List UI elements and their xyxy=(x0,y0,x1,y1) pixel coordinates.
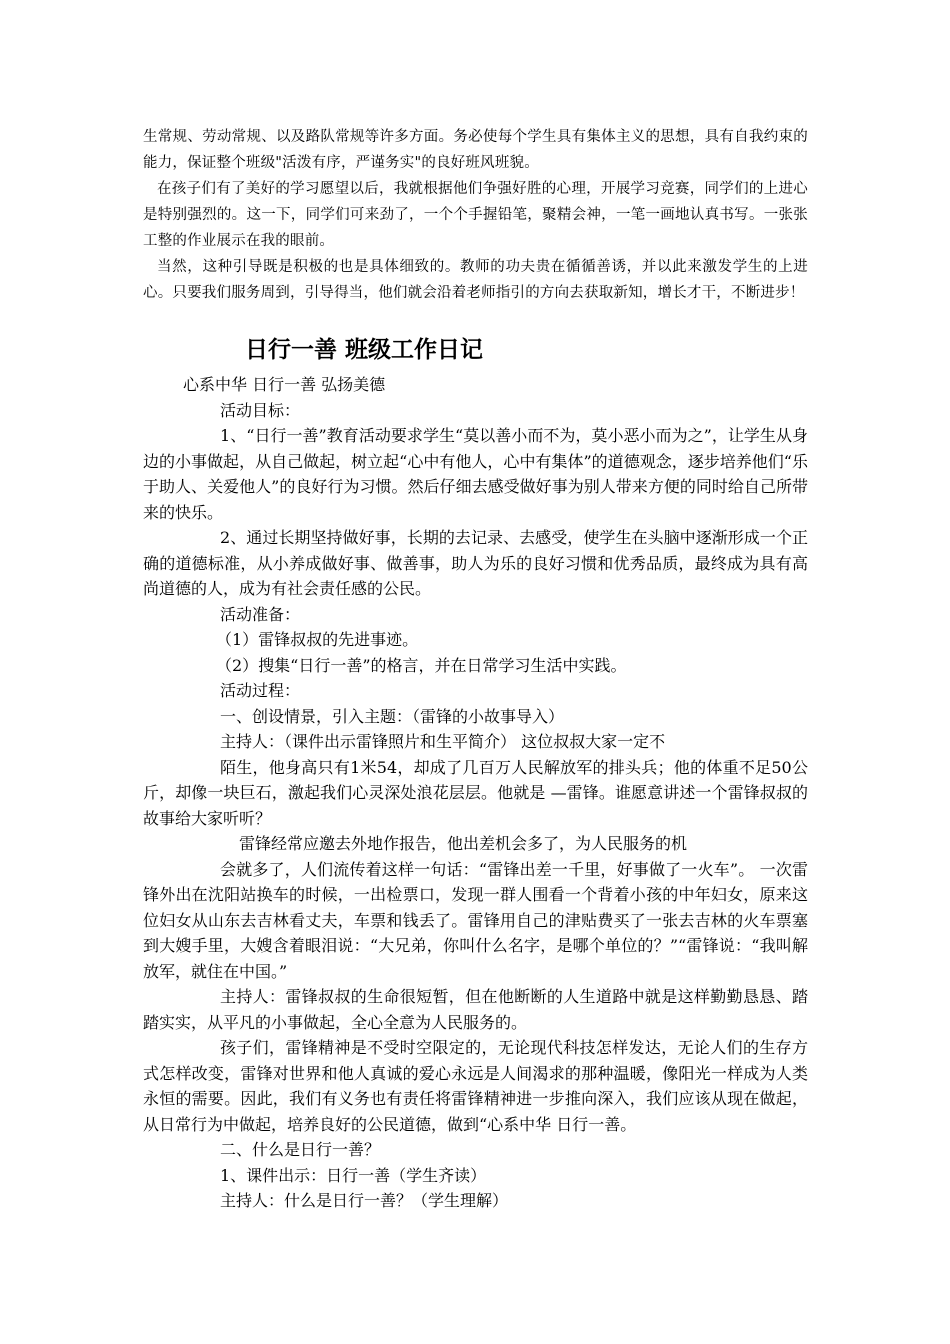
slide-line-1: 1、课件出示：日行一善（学生齐读） xyxy=(220,1165,487,1185)
story-line-1-continued: 会就多了，人们流传着这样一句话：“雷锋出差一千里，好事做了一火车”。 一次雷锋外出在沈阳站换车的时候，一出检票口，发现一群人围看一个背着小孩的中年妇女，原来这位妇女从山东去吉林看丈夫，车票和钱丢了。雷锋用自己的津贴费买了一张去吉林的火车票塞到大嫂手里，大嫂含着眼泪说：“大兄弟，你叫什么名字，是哪个单位的？”“雷锋说：“我叫解放军，就住在中国。” xyxy=(143,859,808,981)
host-line-2: 主持人：雷锋叔叔的生命很短暂，但在他断断的人生道路中就是这样勤勤恳恳、踏踏实实，从平凡的小事做起，全心全意为人民服务的。 xyxy=(143,987,808,1032)
goal-item-1: 1、“日行一善”教育活动要求学生“莫以善小而不为，莫小恶小而为之”，让学生从身边的小事做起，从自己做起，树立起“心中有他人，心中有集体”的道德观念，逐步培养他们“乐于助人、关爱他人”的良好行为习惯。然后仔细去感受做好事为别人带来方便的同时给自己所带来的快乐。 xyxy=(143,426,808,522)
paragraph-guidance: 当然，这种引导既是积极的也是具体细致的。教师的功夫贵在循循善诱，并以此来激发学生的上进心。只要我们服务周到，引导得当，他们就会沿着老师指引的方向去获取新知，增长才干，不断进步！ xyxy=(143,259,808,301)
step-1-heading: 一、创设情景，引入主题：（雷锋的小故事导入） xyxy=(220,706,565,726)
step-2-heading: 二、什么是日行一善？ xyxy=(220,1140,381,1159)
paragraph-learning-contest: 在孩子们有了美好的学习愿望以后，我就根据他们争强好胜的心理，开展学习竞赛，同学们的上进心是特别强烈的。这一下，同学们可来劲了，一个个手握铅笔，聚精会神，一笔一画地认真书写。一张张工整的作业展示在我的眼前。 xyxy=(143,181,808,249)
host-line-1-continued: 陌生，他身高只有1米54，却成了几百万人民解放军的排头兵；他的体重不足50公斤，却像一块巨石，激起我们心灵深处浪花层层。他就是 —雷锋。谁愿意讲述一个雷锋叔叔的故事给大家听听？ xyxy=(143,757,808,828)
goal-heading: 活动目标： xyxy=(220,400,301,420)
host-line-3: 主持人：什么是日行一善？（学生理解） xyxy=(220,1191,509,1210)
goal-item-2: 2、通过长期坚持做好事，长期的去记录、去感受，使学生在头脑中逐渐形成一个正确的道德标准，从小养成做好事、做善事，助人为乐的良好习惯和优秀品质，最终成为具有高尚道德的人，成为有社会责任感的公民。 xyxy=(143,528,808,598)
page-title: 日行一善 班级工作日记 xyxy=(245,337,484,363)
previous-section-text xyxy=(143,124,808,306)
prep-heading: 活动准备： xyxy=(220,604,301,624)
diary-body xyxy=(143,372,808,1214)
host-line-1: 主持人：（课件出示雷锋照片和生平简介） 这位叔叔大家一定不 xyxy=(220,732,666,751)
story-line-1: 雷锋经常应邀去外地作报告，他出差机会多了，为人民服务的机 xyxy=(239,834,688,853)
prep-item-1: （1）雷锋叔叔的先进事迹。 xyxy=(216,630,419,649)
kids-paragraph: 孩子们，雷锋精神是不受时空限定的，无论现代科技怎样发达，无论人们的生存方式怎样改变，雷锋对世界和他人真诚的爱心永远是人间渴求的那种温暖，像阳光一样成为人类永恒的需要。因此，我们有义务也有责任将雷锋精神进一步推向深入，我们应该从现在做起，从日常行为中做起，培养良好的公民道德，做到“心系中华 日行一善。 xyxy=(143,1038,808,1134)
prep-item-2: （2）搜集“日行一善”的格言，并在日常学习生活中实践。 xyxy=(216,655,627,675)
process-heading: 活动过程： xyxy=(220,681,301,700)
paragraph-class-routine: 生常规、劳动常规、以及路队常规等许多方面。务必使每个学生具有集体主义的思想，具有自我约束的能力，保证整个班级"活泼有序，严谨务实"的良好班风班貌。 xyxy=(143,129,808,171)
subtitle: 心系中华 日行一善 弘扬美德 xyxy=(183,375,386,394)
